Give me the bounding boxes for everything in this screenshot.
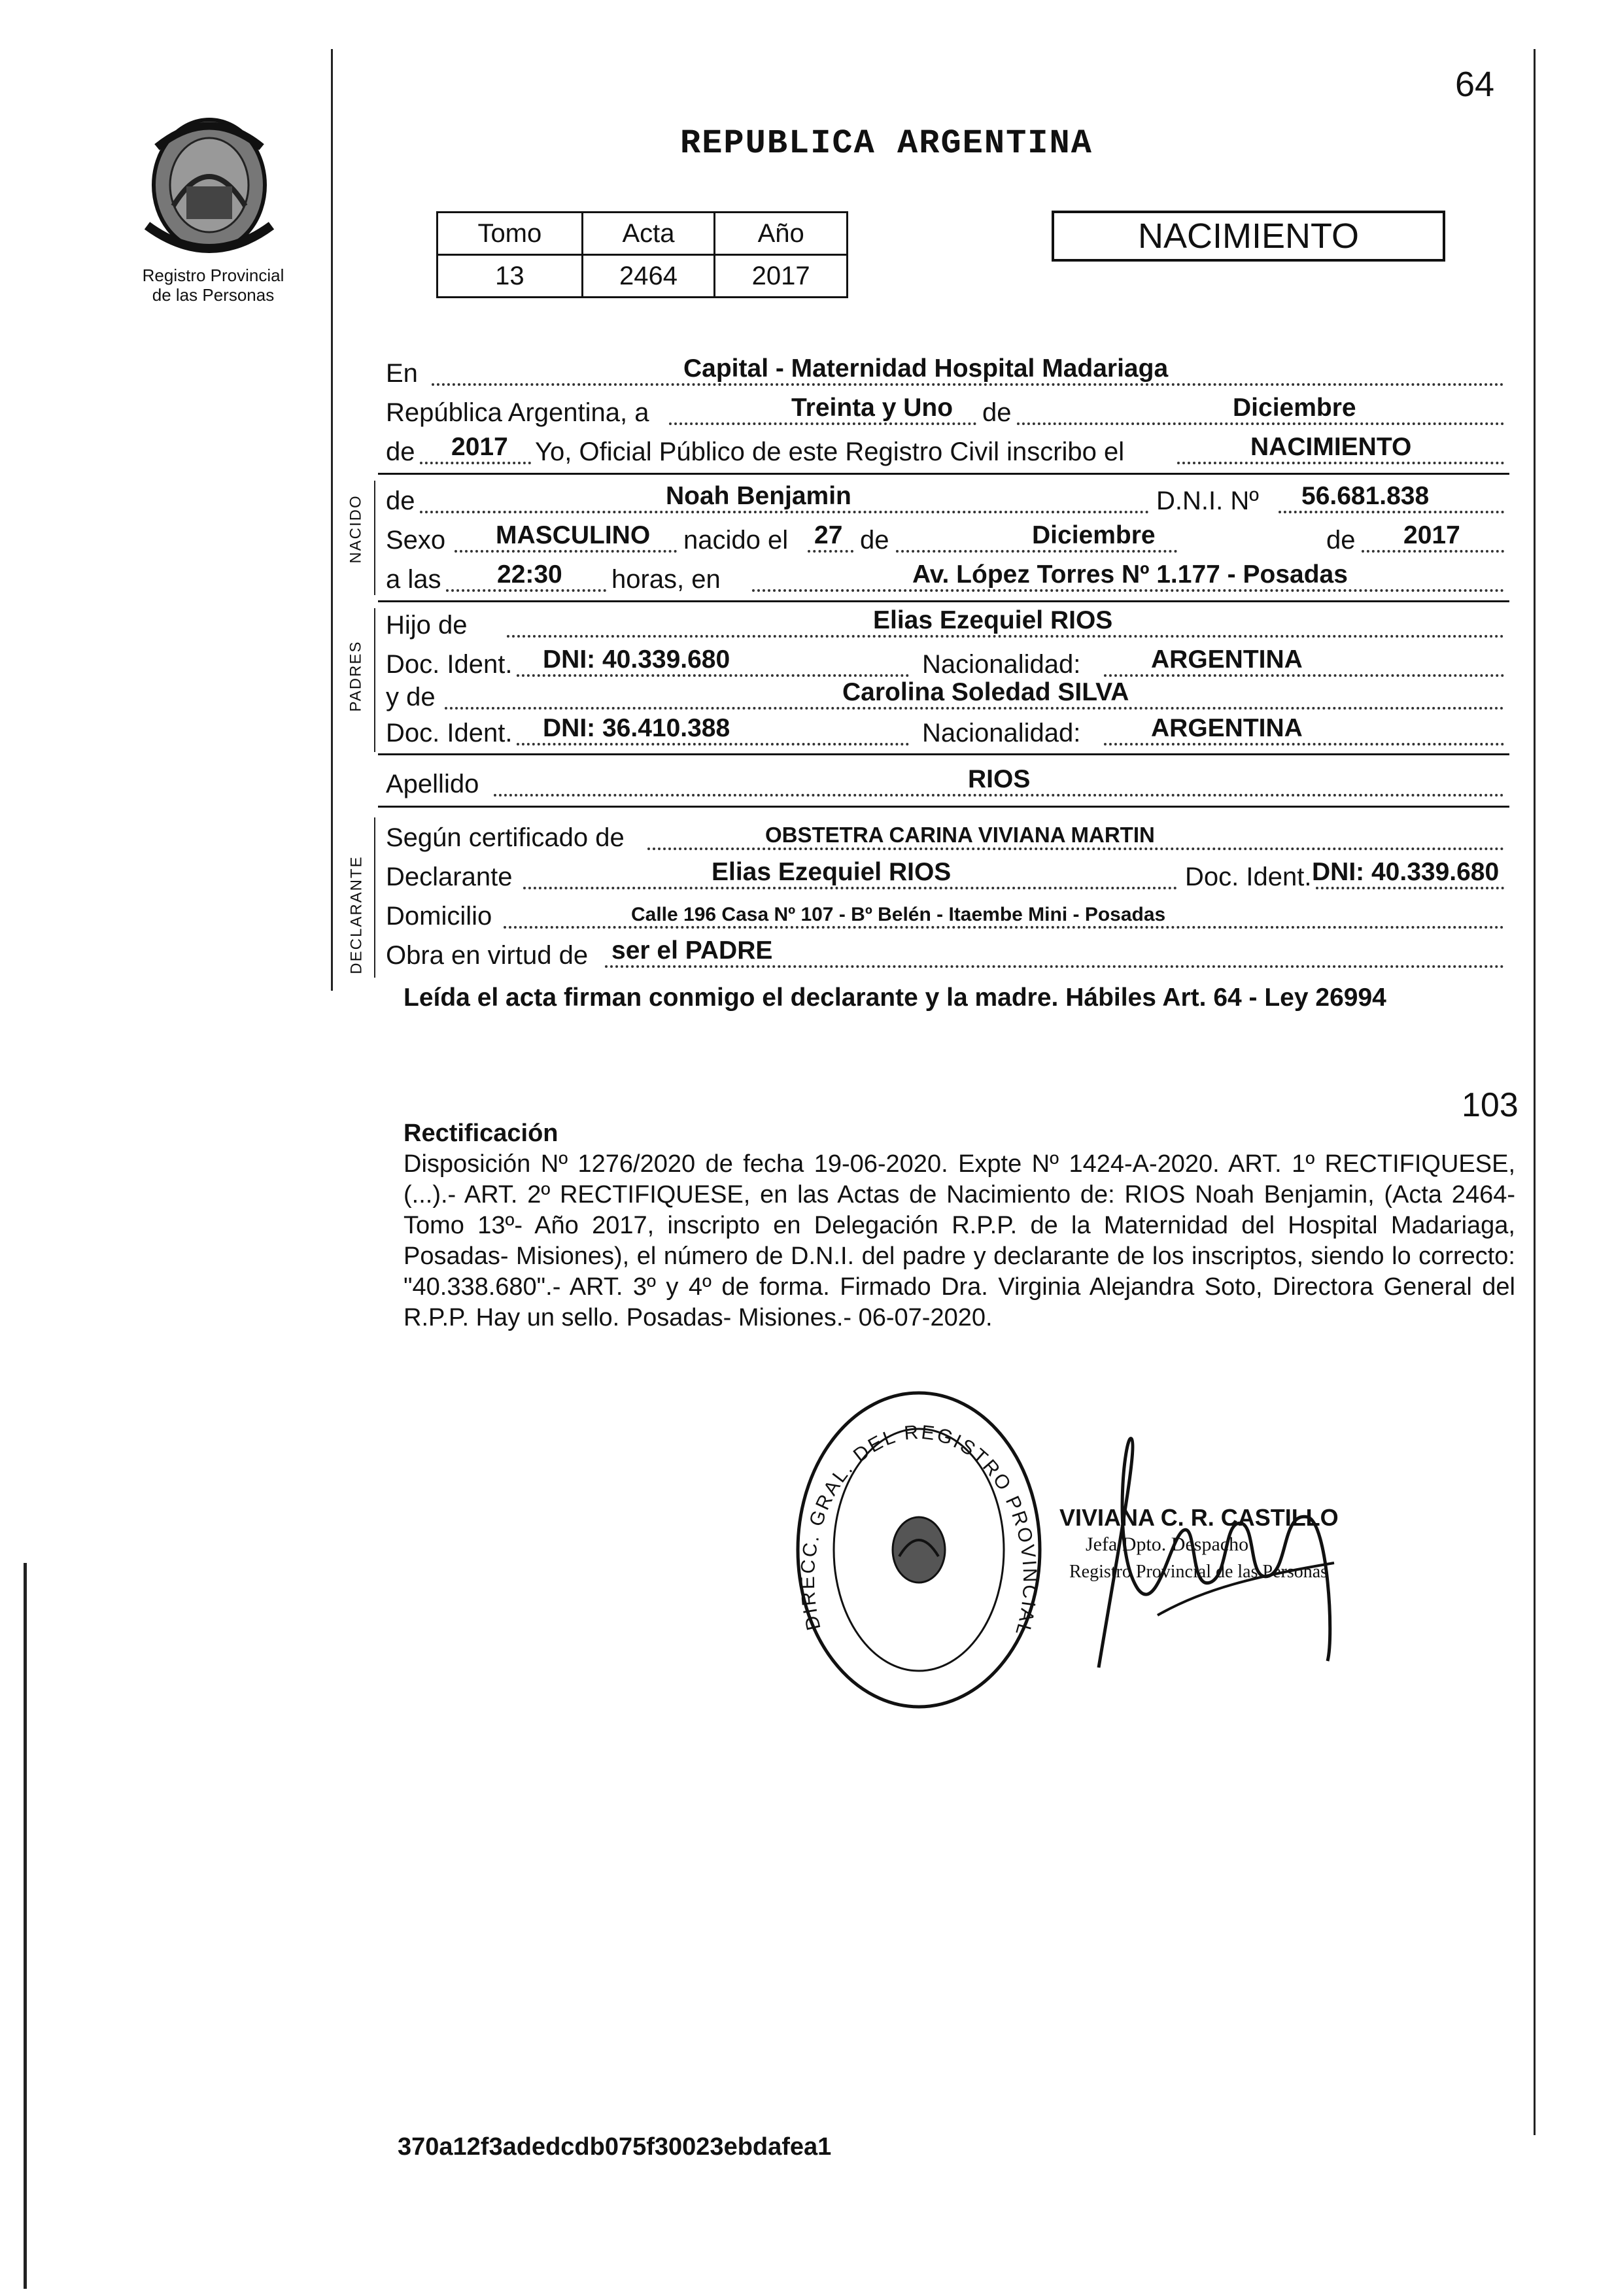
obra-label: Obra en virtud de: [386, 941, 589, 970]
section-divider: [378, 473, 1509, 475]
dotted-line: [455, 550, 677, 553]
dotted-line: [523, 887, 1177, 889]
dotted-line: [420, 462, 531, 464]
closing-text: Leída el acta firman conmigo el declarante y la madre. Hábiles Art. 64 - Ley 26994: [404, 984, 1386, 1012]
dotted-line: [504, 926, 1504, 929]
act-type: NACIMIENTO: [1137, 216, 1360, 256]
side-label-declarante: DECLARANTE: [347, 855, 366, 974]
segun-label: Según certificado de: [386, 823, 625, 852]
section-divider: [378, 753, 1509, 755]
document-hash: 370a12f3adedcdb075f30023ebdafea1: [398, 2133, 832, 2161]
hijo-label: Hijo de: [386, 611, 468, 640]
child-name: Noah Benjamin: [666, 482, 851, 510]
dotted-line: [605, 965, 1504, 968]
dotted-line: [517, 743, 909, 745]
doc-label: Doc. Ident.: [386, 650, 513, 679]
row-sexo: [386, 520, 1505, 559]
birth-de2-label: de: [1326, 526, 1356, 555]
domicilio: Calle 196 Casa Nº 107 - Bº Belén - Itaembe Mini - Posadas: [631, 904, 1166, 925]
row-domicilio: [386, 896, 1505, 935]
nacido-bracket: [374, 481, 375, 595]
rep-label: República Argentina, a: [386, 398, 649, 427]
dotted-line: [420, 511, 1149, 513]
row-hora: [386, 559, 1505, 598]
day-written: Treinta y Uno: [791, 394, 953, 422]
registry-value-acta: 2464: [582, 255, 715, 298]
yde-label: y de: [386, 683, 436, 711]
birth-de-label: de: [860, 526, 889, 555]
dotted-line: [432, 383, 1504, 386]
registry-header-ano: Año: [715, 213, 848, 255]
dotted-line: [1279, 511, 1504, 513]
row-oficial: [386, 432, 1505, 471]
seal-ring-text: DIRECC. GRAL. DEL REGISTRO PROVINCIAL: [797, 1421, 1041, 1639]
nac-label: Nacionalidad:: [922, 650, 1081, 679]
child-dni: 56.681.838: [1301, 482, 1430, 510]
father-nationality: ARGENTINA: [1151, 645, 1303, 674]
row-madre: [386, 677, 1505, 716]
birth-month: Diciembre: [1032, 521, 1156, 549]
registry-table: [436, 211, 848, 298]
doc-label: Doc. Ident.: [1185, 863, 1312, 891]
horas-label: horas, en: [611, 565, 721, 594]
declarante-label: Declarante: [386, 863, 513, 891]
birth-place: Av. López Torres Nº 1.177 - Posadas: [912, 560, 1348, 589]
inscribo-value: NACIMIENTO: [1250, 433, 1412, 461]
signature-scribble-icon: [1059, 1419, 1413, 1694]
en-value: Capital - Maternidad Hospital Madariaga: [683, 354, 1169, 383]
apellido-label: Apellido: [386, 770, 479, 798]
signature: [1059, 1419, 1413, 1694]
signer-name: VIVIANA C. R. CASTILLO: [1059, 1504, 1339, 1531]
rectification-number: 103: [1462, 1086, 1519, 1124]
registry-header-tomo: Tomo: [438, 213, 583, 255]
month-written: Diciembre: [1233, 394, 1356, 422]
row-declarante: [386, 857, 1505, 896]
row-fecha: [386, 392, 1505, 432]
birth-day: 27: [814, 521, 843, 549]
mother-doc: DNI: 36.410.388: [543, 714, 730, 742]
declarante-doc: DNI: 40.339.680: [1312, 858, 1500, 886]
obra: ser el PADRE: [611, 936, 773, 965]
stamp-icon: [781, 1380, 1063, 1720]
row-certificado: [386, 817, 1505, 857]
mother-name: Carolina Soledad SILVA: [842, 678, 1129, 706]
logo-caption-1: Registro Provincial: [142, 266, 284, 285]
de-label: de: [982, 398, 1012, 427]
signer-office: Registro Provincial de las Personas: [1069, 1562, 1328, 1582]
certificate: OBSTETRA CARINA VIVIANA MARTIN: [765, 823, 1155, 847]
father-name: Elias Ezequiel RIOS: [873, 606, 1113, 634]
official-seal: [781, 1380, 1063, 1720]
row-obra: [386, 935, 1505, 974]
misiones-seal-icon: [121, 108, 298, 265]
de2-label: de: [386, 437, 415, 466]
dotted-line: [896, 550, 1177, 553]
dotted-line: [808, 550, 853, 553]
row-en: [386, 353, 1505, 392]
dotted-line: [1017, 422, 1504, 425]
declarante-name: Elias Ezequiel RIOS: [712, 858, 952, 886]
registry-value-ano: 2017: [715, 255, 848, 298]
dni-label: D.N.I. Nº: [1156, 487, 1259, 515]
dotted-line: [1104, 743, 1504, 745]
provincial-logo: [121, 108, 298, 265]
act-type-box: [1052, 211, 1445, 262]
nac-label: Nacionalidad:: [922, 719, 1081, 747]
padres-bracket: [374, 608, 375, 752]
signer-title: Jefa Dpto. Despacho: [1086, 1534, 1249, 1555]
left-margin-line: [331, 49, 333, 991]
dotted-line: [647, 848, 1504, 850]
alas-label: a las: [386, 565, 441, 594]
section-divider: [378, 806, 1509, 808]
section-divider: [378, 600, 1509, 602]
registry-table-values: [438, 255, 848, 298]
surname: RIOS: [968, 765, 1031, 793]
registry-value-tomo: 13: [438, 255, 583, 298]
row-madre-doc: [386, 713, 1505, 752]
birth-time: 22:30: [497, 560, 562, 589]
row-nombre: [386, 481, 1505, 520]
side-label-padres: PADRES: [347, 640, 365, 712]
registry-table-header: [438, 213, 848, 255]
sexo-label: Sexo: [386, 526, 446, 555]
dotted-line: [1362, 550, 1504, 553]
sexo-value: MASCULINO: [496, 521, 651, 549]
doc-label: Doc. Ident.: [386, 719, 513, 747]
oficial-text: Yo, Oficial Público de este Registro Civil inscribo el: [535, 437, 1125, 466]
birth-year: 2017: [1403, 521, 1460, 549]
dotted-line: [1177, 462, 1504, 464]
scan-edge-line: [24, 1563, 27, 2289]
nacido-de-label: de: [386, 487, 415, 515]
nacido-label: nacido el: [683, 526, 789, 555]
country-title: REPUBLICA ARGENTINA: [680, 124, 1093, 163]
dotted-line: [507, 635, 1504, 638]
right-margin-line: [1534, 49, 1536, 2135]
rectification-text: Disposición Nº 1276/2020 de fecha 19-06-2020. Expte Nº 1424-A-2020. ART. 1º RECTIFIQUESE, (...).- ART. 2º RECTIFIQUESE, en las Actas de Nacimiento de: RIOS Noah Benjamin, (Acta 2464- Tomo 13º- Año 2017, inscripto en Delegación R.P.P. de la Maternidad del Hospital Madariaga, Posadas- Misiones), el número de D.N.I. del padre y declarante de los inscriptos, siendo lo correcto: "40.338.680".- ART. 3º y 4º de forma. Firmado Dra. Virginia Alejandra Soto, Directora General del R.P.P. Hay un sello. Posadas- Misiones.- 06-07-2020.: [404, 1150, 1515, 1331]
rectification-title: Rectificación: [404, 1120, 558, 1147]
dotted-line: [1316, 887, 1504, 889]
year-written: 2017: [451, 433, 508, 461]
dotted-line: [446, 589, 606, 592]
side-label-nacido: NACIDO: [347, 494, 365, 564]
page-number: 64: [1455, 65, 1495, 104]
svg-text:DIRECC. GRAL. DEL REGISTRO PRO: [781, 1380, 1040, 1639]
dotted-line: [494, 794, 1504, 797]
dotted-line: [752, 589, 1504, 592]
dotted-line: [445, 707, 1504, 710]
declarante-bracket: [374, 817, 375, 978]
row-apellido: [386, 764, 1505, 803]
father-doc: DNI: 40.339.680: [543, 645, 730, 674]
row-padre: [386, 605, 1505, 644]
en-label: En: [386, 359, 418, 388]
logo-caption-2: de las Personas: [152, 285, 275, 305]
domicilio-label: Domicilio: [386, 902, 492, 931]
dotted-line: [669, 422, 976, 425]
mother-nationality: ARGENTINA: [1151, 714, 1303, 742]
registry-header-acta: Acta: [582, 213, 715, 255]
